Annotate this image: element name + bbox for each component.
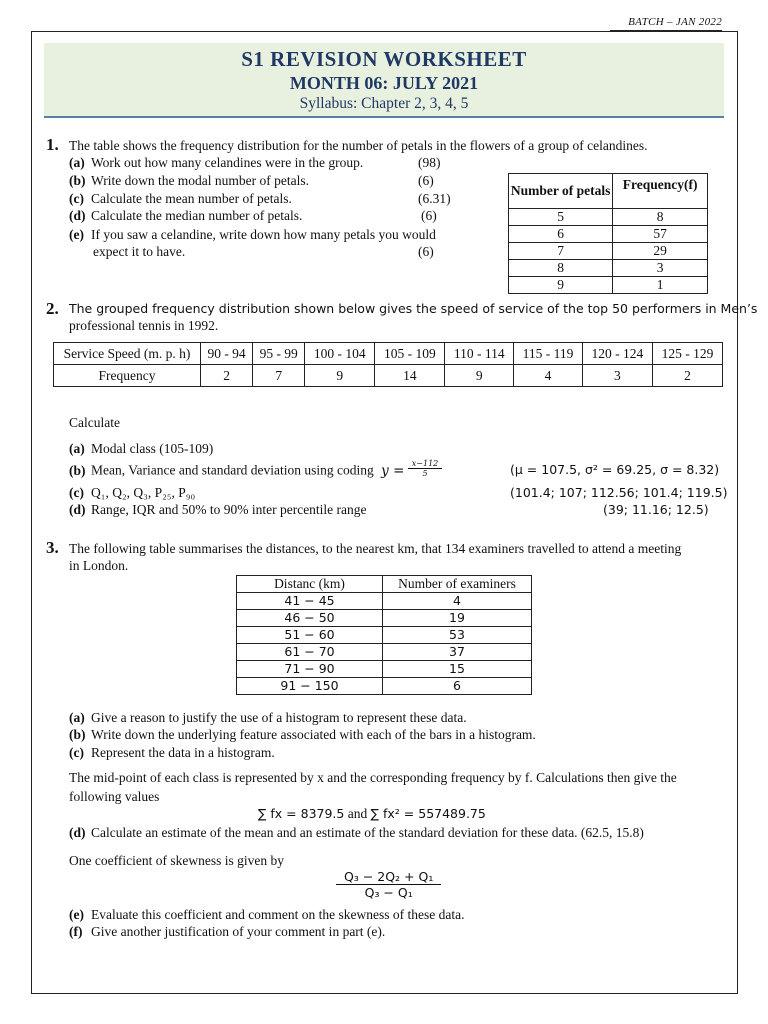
q2-part-c-label: (c): [69, 485, 84, 500]
q1-number: 1.: [46, 135, 59, 154]
table-cell: 110 - 114: [445, 343, 514, 365]
q3-table-header-examiners: Number of examiners: [383, 576, 532, 593]
q3-skew-den: Q₃ − Q₁: [364, 885, 413, 900]
table-cell: 5: [509, 209, 613, 226]
q2-part-d-answer: (39; 11.16; 12.5): [603, 502, 709, 517]
table-cell: 51 − 60: [237, 627, 383, 644]
q2-part-b-answer: (μ = 107.5, σ² = 69.25, σ = 8.32): [510, 462, 720, 477]
q1-part-d-text: Calculate the median number of petals.: [91, 208, 303, 223]
table-cell: 125 - 129: [652, 343, 722, 365]
q1-table-header-petals: Number of petals: [509, 174, 613, 209]
table-row: [237, 678, 532, 695]
table-cell: 4: [383, 593, 532, 610]
table-cell: 46 − 50: [237, 610, 383, 627]
q1-part-d-label: (d): [69, 208, 86, 223]
q1-part-e-answer: (6): [418, 244, 434, 259]
q3-midpoint-1: The mid-point of each class is represented by x and the corresponding frequency by f. Calculations then give the: [69, 770, 677, 785]
table-cell: 90 - 94: [201, 343, 253, 365]
q3-skew-fraction: [336, 869, 441, 900]
q3-distance-table: [236, 575, 532, 695]
q3-part-b-text: Write down the underlying feature associated with each of the bars in a histogram.: [91, 727, 536, 742]
table-cell: 6: [383, 678, 532, 695]
q2-coding-den: 5: [422, 469, 428, 478]
q3-table-header-distance: Distanc (km): [237, 576, 383, 593]
table-cell: 8: [613, 209, 708, 226]
table-row: [509, 260, 708, 277]
q3-part-d: [69, 825, 644, 841]
q3-part-a-text: Give a reason to justify the use of a histogram to represent these data.: [91, 710, 467, 725]
table-cell: 71 − 90: [237, 661, 383, 678]
q3-sums-and: and: [347, 806, 368, 821]
table-cell: 95 - 99: [253, 343, 305, 365]
table-cell: 2: [201, 365, 253, 387]
q3-part-c-text: Represent the data in a histogram.: [91, 745, 275, 760]
table-cell: 3: [613, 260, 708, 277]
table-cell: 61 − 70: [237, 644, 383, 661]
q2-intro-2: professional tennis in 1992.: [69, 318, 219, 333]
table-cell: 4: [514, 365, 583, 387]
q3-part-b-label: (b): [69, 727, 86, 742]
q2-part-a-text: Modal class (105-109): [91, 441, 214, 456]
table-cell: 29: [613, 243, 708, 260]
q1-part-e-label: (e): [69, 227, 84, 242]
q1-part-a: [69, 155, 363, 171]
q1-table-header-frequency: Frequency(f): [613, 174, 708, 209]
q1-petals-table: [508, 173, 708, 294]
table-row: [237, 644, 532, 661]
table-cell: 100 - 104: [305, 343, 375, 365]
q3-intro-1: The following table summarises the distances, to the nearest km, that 134 examiners travelled to attend a meeting: [69, 541, 682, 556]
table-cell: 2: [652, 365, 722, 387]
q2-part-c-answer: (101.4; 107; 112.56; 101.4; 119.5): [510, 485, 728, 500]
q3-part-d-label: (d): [69, 825, 86, 840]
q3-part-e-text: Evaluate this coefficient and comment on the skewness of these data.: [91, 907, 465, 922]
q3-number: 3.: [46, 538, 59, 557]
table-cell: 6: [509, 226, 613, 243]
worksheet-month: MONTH 06: JULY 2021: [289, 73, 479, 93]
q3-part-f: [69, 924, 385, 940]
q1-part-b-text: Write down the modal number of petals.: [91, 173, 310, 188]
q3-part-a-label: (a): [69, 710, 85, 725]
table-cell: 53: [383, 627, 532, 644]
q3-part-e: [69, 907, 465, 923]
q1-part-c-answer: (6.31): [418, 191, 451, 206]
table-cell: 9: [305, 365, 375, 387]
q3-midpoint-2: following values: [69, 789, 160, 804]
q3-part-e-label: (e): [69, 907, 84, 922]
table-cell: 15: [383, 661, 532, 678]
table-cell: 14: [375, 365, 445, 387]
q3-part-d-text: Calculate an estimate of the mean and an estimate of the standard deviation for these data. (62.5, 15.8): [91, 825, 644, 840]
q3-sums: [258, 806, 486, 822]
q2-part-a: [69, 441, 213, 457]
table-cell: 1: [613, 277, 708, 294]
q3-part-c-label: (c): [69, 745, 84, 760]
table-cell: 9: [509, 277, 613, 294]
q2-calculate: Calculate: [69, 415, 120, 430]
table-row: [509, 243, 708, 260]
q1-part-e: [69, 227, 436, 243]
q2-coding-fraction: [408, 459, 442, 478]
table-cell: 19: [383, 610, 532, 627]
q1-part-a-label: (a): [69, 155, 85, 170]
table-cell: 115 - 119: [514, 343, 583, 365]
q2-frequency-table: [53, 342, 723, 387]
worksheet-syllabus: Syllabus: Chapter 2, 3, 4, 5: [299, 95, 469, 112]
q1-intro: The table shows the frequency distribution for the number of petals in the flowers of a group of celandines.: [69, 138, 648, 153]
q2-part-c: [69, 485, 195, 501]
q3-part-f-text: Give another justification of your comment in part (e).: [91, 924, 386, 939]
q2-part-d: [69, 502, 367, 518]
table-row: [237, 610, 532, 627]
worksheet-header: [44, 43, 724, 118]
table-row: [237, 593, 532, 610]
q2-part-a-label: (a): [69, 441, 85, 456]
q2-coding-lhs: y =: [381, 462, 405, 479]
q1-part-e-text: If you saw a celandine, write down how many petals you would: [91, 227, 436, 242]
q2-part-d-text: Range, IQR and 50% to 90% inter percentile range: [91, 502, 367, 517]
q1-part-c-text: Calculate the mean number of petals.: [91, 191, 292, 206]
q2-part-b-label: (b): [69, 462, 86, 478]
q1-part-b-answer: (6): [418, 173, 434, 188]
q2-part-c-text: Q₁, Q₂, Q₃, P₂₅, P₉₀: [91, 485, 196, 500]
table-row: [237, 661, 532, 678]
q2-number: 2.: [46, 299, 59, 318]
q3-sum-fx2: ∑ fx² = 557489.75: [370, 806, 486, 821]
table-cell: 7: [253, 365, 305, 387]
q1-part-d-answer: (6): [421, 208, 437, 223]
table-row: [54, 365, 723, 387]
table-row: [237, 576, 532, 593]
q3-sum-fx: ∑ fx = 8379.5: [258, 806, 345, 821]
q3-part-f-label: (f): [69, 924, 83, 939]
worksheet-title: S1 REVISION WORKSHEET: [241, 47, 527, 71]
q2-intro-1: The grouped frequency distribution shown below gives the speed of service of the top 50 performers in Men’s: [69, 301, 758, 316]
table-row: [237, 627, 532, 644]
q1-part-b-label: (b): [69, 173, 86, 188]
q3-part-a: [69, 710, 467, 726]
table-cell: Service Speed (m. p. h): [54, 343, 201, 365]
q1-part-c-label: (c): [69, 191, 84, 206]
q3-skew-intro: One coefficient of skewness is given by: [69, 853, 284, 868]
table-cell: 37: [383, 644, 532, 661]
table-cell: 9: [445, 365, 514, 387]
table-row: [509, 277, 708, 294]
table-cell: 57: [613, 226, 708, 243]
table-cell: 7: [509, 243, 613, 260]
q1-part-c: [69, 191, 292, 207]
table-cell: 91 − 150: [237, 678, 383, 695]
q1-part-d: [69, 208, 302, 224]
q1-part-b: [69, 173, 309, 189]
q3-part-b: [69, 727, 536, 743]
q2-part-d-label: (d): [69, 502, 86, 517]
table-cell: 8: [509, 260, 613, 277]
q3-skew-num: Q₃ − 2Q₂ + Q₁: [336, 869, 441, 885]
q1-part-a-text: Work out how many celandines were in the group.: [91, 155, 364, 170]
table-cell: 3: [582, 365, 652, 387]
table-row: [509, 209, 708, 226]
table-row: [509, 226, 708, 243]
table-cell: 120 - 124: [582, 343, 652, 365]
q2-coding-num: x−112: [408, 459, 442, 469]
table-cell: Frequency: [54, 365, 201, 387]
table-cell: 105 - 109: [375, 343, 445, 365]
table-row: [54, 343, 723, 365]
q2-part-b-text: Mean, Variance and standard deviation using coding: [91, 462, 374, 478]
q2-part-b: [69, 459, 442, 481]
batch-label: BATCH – JAN 2022: [628, 16, 722, 28]
q3-intro-2: in London.: [69, 558, 129, 573]
q3-part-c: [69, 745, 275, 761]
q1-part-a-answer: (98): [418, 155, 441, 170]
q3-skew-formula: [336, 869, 441, 900]
q1-part-e-text2: expect it to have.: [93, 244, 186, 259]
table-cell: 41 − 45: [237, 593, 383, 610]
